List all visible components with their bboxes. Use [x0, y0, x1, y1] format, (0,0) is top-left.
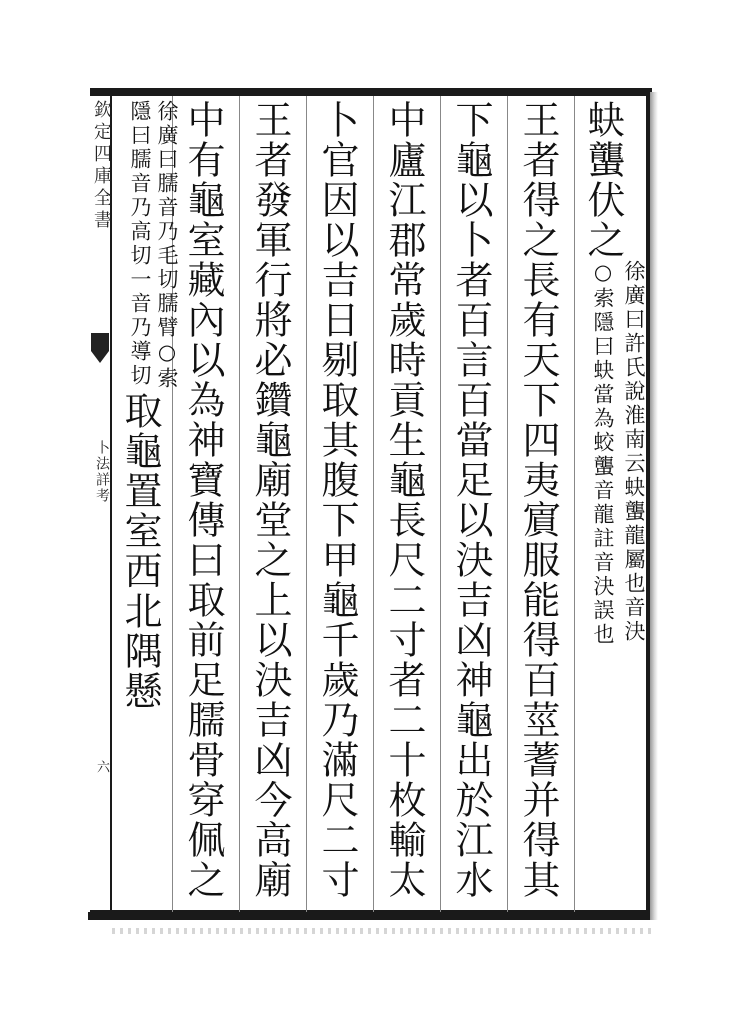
column-rule	[306, 96, 307, 912]
frame-shadow	[650, 92, 658, 920]
main-text: 取龜置室西北隅懸	[118, 391, 162, 711]
column-rule	[574, 96, 575, 912]
page-number: 六	[94, 760, 109, 773]
text-column-3: 下龜以卜者百言百當足以決吉凶神龜出於江水	[449, 100, 493, 900]
text-column-5: 卜官因以吉日剔取其腹下甲龜千歲乃滿尺二寸	[315, 100, 359, 900]
text-column-8	[117, 100, 180, 900]
text-column-2: 王者得之長有天下四夷賔服能得百莖蓍并得其	[516, 100, 560, 900]
column-rule	[440, 96, 441, 912]
column-rule	[507, 96, 508, 912]
book-title: 欽定四庫全書	[91, 100, 112, 232]
page-edge-dots	[112, 928, 652, 934]
annotation-text: 徐廣曰許氏說淮南云蚗蠪龍屬也音決 ○索隱曰蚗當為蛟蠪音龍註音決誤也	[591, 260, 646, 647]
column-rule	[239, 96, 240, 912]
frame-bottom-border	[88, 912, 653, 920]
column-rule	[373, 96, 374, 912]
text-column-6: 王者發軍行將必鑽龜廟堂之上以決吉凶今高廟	[248, 100, 292, 900]
annotation-text: 徐廣曰臑音乃毛切臑臂○索 隱曰臑音乃高切一音乃導切	[128, 100, 179, 391]
section-title: 卜法詳考	[94, 440, 110, 504]
text-column-4: 中廬江郡常歲時貢生龜長尺二寸者二十枚輸太	[382, 100, 426, 900]
text-column-7: 中有龜室藏內以為神寶傳曰取前足臑骨穿佩之	[181, 100, 225, 900]
main-text: 蚗蠪伏之	[581, 100, 625, 260]
text-column-1	[580, 100, 649, 900]
